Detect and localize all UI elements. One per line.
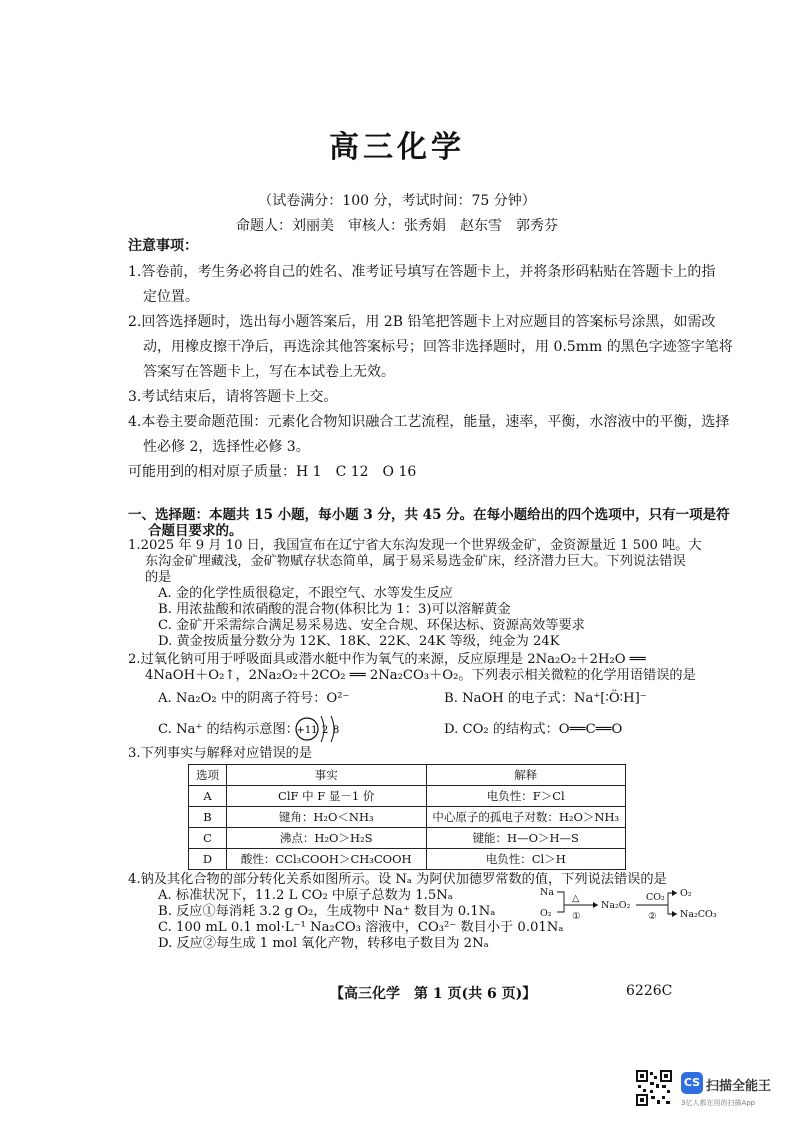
diagram-o2-out: O₂ xyxy=(680,888,692,899)
notes-heading: 注意事项： xyxy=(128,238,198,254)
table-cell: 电负性：Cl＞H xyxy=(426,849,625,870)
diagram-step1: ① xyxy=(572,911,581,922)
q4-stem: 4.钠及其化合物的部分转化关系如图所示。设 Nₐ 为阿伏加德罗常数的值，下列说法错误的是 xyxy=(128,872,667,887)
shell-1-count: 2 xyxy=(321,725,329,736)
q1-stem-a: 1.2025 年 9 月 10 日，我国宣布在辽宁省大东沟发现一个世界级金矿，金资源量近 1 500 吨。大 xyxy=(128,538,702,553)
camscanner-logo-icon: CS xyxy=(681,1072,703,1094)
q2-option-c: C. Na⁺ 的结构示意图： xyxy=(158,722,299,737)
q2-stem-b: 4NaOH＋O₂↑，2Na₂O₂＋2CO₂ ══ 2Na₂CO₃＋O₂。下列表示相关微粒的化学用语错误的是 xyxy=(145,668,696,683)
q2-option-b: B. NaOH 的电子式：Na⁺[∶Ö∶H]⁻ xyxy=(444,691,647,706)
note-1a: 1.答卷前，考生务必将自己的姓名、准考证号填写在答题卡上，并将条形码粘贴在答题卡上的指 xyxy=(128,264,716,280)
q4-option-d: D. 反应②每生成 1 mol 氧化产物，转移电子数目为 2Nₐ xyxy=(158,936,489,951)
table-cell: B xyxy=(189,807,227,828)
table-row xyxy=(189,786,626,807)
table-row xyxy=(189,807,626,828)
diagram-na2o2: Na₂O₂ xyxy=(601,900,631,911)
exam-code: 6226C xyxy=(626,983,673,999)
section-heading-a: 一、选择题：本题共 15 小题，每小题 3 分，共 45 分。在每小题给出的四个选项中，只有一项是符 xyxy=(128,507,730,523)
page-title: 高三化学 xyxy=(329,130,465,165)
table-cell: ClF 中 F 显－1 价 xyxy=(226,786,426,807)
atomic-masses: 可能用到的相对原子质量：H 1 C 12 O 16 xyxy=(128,464,417,480)
table-header-row xyxy=(189,765,626,786)
table-header-cell: 事实 xyxy=(226,765,426,786)
table-cell: 键角：H₂O＜NH₃ xyxy=(226,807,426,828)
table-row xyxy=(189,849,626,870)
q1-option-d: D. 黄金按质量分数分为 12K、18K、22K、24K 等级，纯金为 24K xyxy=(158,634,560,649)
q1-stem-b: 东沟金矿埋藏浅，金矿物赋存状态简单，属于易采易选金矿床，经济潜力巨大。下列说法错误 xyxy=(145,554,686,569)
note-3: 3.考试结束后，请将答题卡上交。 xyxy=(128,389,338,405)
qr-code-icon xyxy=(636,1070,672,1106)
diagram-o2-in: O₂ xyxy=(540,908,552,919)
q1-stem-c: 的是 xyxy=(145,570,172,585)
arrow-2-heads xyxy=(672,890,677,917)
diagram-heat: △ xyxy=(572,893,580,904)
note-2b: 动，用橡皮擦干净后，再选涂其他答案标号；回答非选择题时，用 0.5mm 的黑色字迹签字笔将 xyxy=(143,339,733,355)
exam-meta: （试卷满分：100 分，考试时间：75 分钟） xyxy=(258,193,536,209)
table-cell: 酸性：CCl₃COOH＞CH₃COOH xyxy=(226,849,426,870)
table-cell: D xyxy=(189,849,227,870)
q1-option-a: A. 金的化学性质很稳定，不跟空气、水等发生反应 xyxy=(158,586,453,601)
table-row xyxy=(189,828,626,849)
q4-option-c: C. 100 mL 0.1 mol·L⁻¹ Na₂CO₃ 溶液中，CO₃²⁻ 数目小于 0.01Nₐ xyxy=(158,920,564,935)
table-cell: A xyxy=(189,786,227,807)
table-cell: 沸点：H₂O＞H₂S xyxy=(226,828,426,849)
table-cell: 键能：H—O＞H—S xyxy=(426,828,625,849)
table-cell: C xyxy=(189,828,227,849)
diagram-na: Na xyxy=(540,887,554,898)
diagram-co2: CO₂ xyxy=(646,892,665,903)
scanner-tagline: 3亿人都在用的扫描App xyxy=(681,1099,756,1107)
q2-option-d: D. CO₂ 的结构式：O══C══O xyxy=(444,722,623,737)
q3-stem: 3.下列事实与解释对应错误的是 xyxy=(128,746,313,761)
page-footer: 【高三化学 第 1 页(共 6 页)】 xyxy=(330,986,537,1002)
q2-option-a: A. Na₂O₂ 中的阴离子符号：O²⁻ xyxy=(158,691,350,706)
exam-authors: 命题人：刘丽美 审核人：张秀娟 赵东雪 郭秀芬 xyxy=(236,218,558,234)
sodium-ion-structure-diagram xyxy=(294,712,344,746)
table-header-cell: 解释 xyxy=(426,765,625,786)
q1-option-b: B. 用浓盐酸和浓硝酸的混合物(体积比为 1：3)可以溶解黄金 xyxy=(158,602,511,617)
q3-table xyxy=(188,764,626,870)
nucleus-label: +11 xyxy=(296,725,318,736)
note-2a: 2.回答选择题时，选出每小题答案后，用 2B 铅笔把答题卡上对应题目的答案标号涂黑，如需改 xyxy=(128,314,716,330)
shell-2-count: 8 xyxy=(332,725,340,736)
note-4b: 性必修 2，选择性必修 3。 xyxy=(143,439,310,455)
section-heading-b: 合题目要求的。 xyxy=(148,523,243,539)
sodium-conversion-diagram xyxy=(540,884,717,926)
q1-option-c: C. 金矿开采需综合满足易采易选、安全合规、环保达标、资源高效等要求 xyxy=(158,618,585,633)
q4-option-a: A. 标准状况下，11.2 L CO₂ 中原子总数为 1.5Nₐ xyxy=(158,888,453,903)
scanner-brand: 扫描全能王 xyxy=(706,1079,772,1094)
diagram-na2co3: Na₂CO₃ xyxy=(680,909,717,920)
table-cell: 电负性：F＞Cl xyxy=(426,786,625,807)
arrow-1-head xyxy=(593,902,598,908)
diagram-step2: ② xyxy=(648,911,657,922)
q2-stem-a: 2.过氧化钠可用于呼吸面具或潜水艇中作为氧气的来源，反应原理是 2Na₂O₂＋2H₂O ══ xyxy=(128,652,646,667)
note-2c: 答案写在答题卡上，写在本试卷上无效。 xyxy=(143,364,395,380)
table-cell: 中心原子的孤电子对数：H₂O＞NH₃ xyxy=(426,807,625,828)
note-4a: 4.本卷主要命题范围：元素化合物知识融合工艺流程，能量，速率，平衡，水溶液中的平衡，选择 xyxy=(128,414,730,430)
table-header-cell: 选项 xyxy=(189,765,227,786)
q4-option-b: B. 反应①每消耗 3.2 g O₂，生成物中 Na⁺ 数目为 0.1Nₐ xyxy=(158,904,496,919)
note-1b: 定位置。 xyxy=(143,289,199,305)
